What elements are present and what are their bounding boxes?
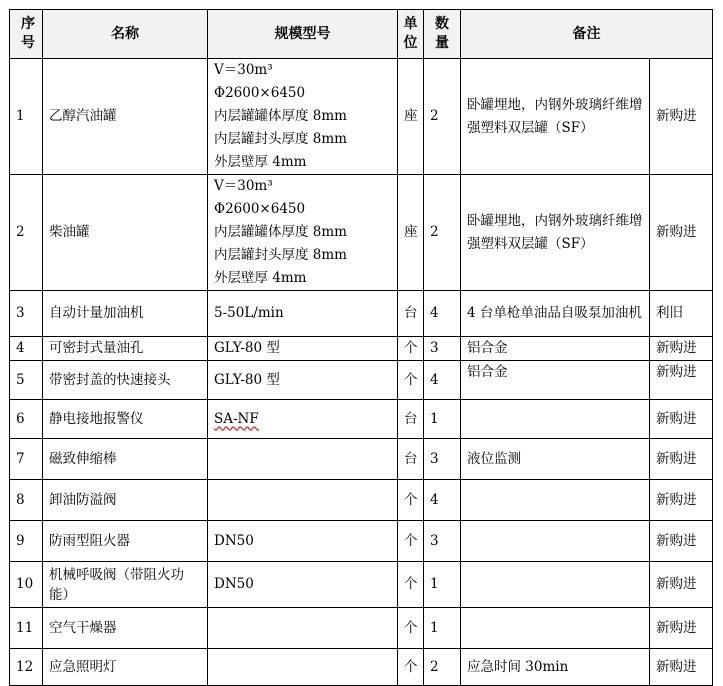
cell-note [461,562,650,608]
note-text: 液位监测 [467,450,521,467]
table-row [10,291,713,337]
table-row [10,175,713,291]
spec-line: V＝30m³ [214,178,273,194]
cell-status: 新购进 [650,175,713,291]
cell-name: 机械呼吸阀（带阻火功能） [43,562,208,608]
cell-unit: 台 [398,291,424,337]
cell-qty: 2 [424,59,461,175]
cell-spec [208,400,398,439]
cell-status: 新购进 [650,649,713,686]
cell-name: 柴油罐 [43,175,208,291]
cell-note [461,59,650,175]
note-text: 应急时间 30min [467,658,569,675]
cell-status: 新购进 [650,608,713,649]
cell-spec [208,439,398,480]
cell-spec [208,480,398,521]
spec-line: 外层壁厚 4mm [214,154,307,170]
cell-name: 卸油防溢阀 [43,480,208,521]
cell-seq: 9 [10,521,43,562]
cell-unit: 个 [398,337,424,361]
header-spec: 规模型号 [208,10,398,59]
cell-note [461,337,650,361]
cell-spec [208,562,398,608]
spec-line: GLY-80 型 [214,340,280,356]
cell-status: 新购进 [650,562,713,608]
cell-unit: 个 [398,361,424,400]
cell-name: 磁致伸缩棒 [43,439,208,480]
spec-line: 内层罐罐体厚度 8mm [214,108,347,124]
header-qty: 数量 [424,10,461,59]
cell-unit: 座 [398,59,424,175]
header-row [10,10,713,59]
spec-line: 内层罐封头厚度 8mm [214,131,347,147]
cell-note [461,608,650,649]
cell-unit: 座 [398,175,424,291]
note-text: 卧罐埋地，内钢外玻璃纤维增强塑料双层罐（SF） [467,96,643,136]
cell-qty: 3 [424,337,461,361]
header-seq: 序号 [10,10,43,59]
cell-note [461,400,650,439]
cell-note [461,439,650,480]
cell-name: 乙醇汽油罐 [43,59,208,175]
cell-note [461,175,650,291]
cell-qty: 1 [424,400,461,439]
table-row [10,400,713,439]
cell-seq: 8 [10,480,43,521]
note-text: 卧罐埋地，内钢外玻璃纤维增强塑料双层罐（SF） [467,212,643,252]
spec-line: SA-NF [214,410,259,427]
cell-spec [208,291,398,337]
spec-line: Φ2600×6450 [214,201,306,217]
cell-seq: 12 [10,649,43,686]
table-row [10,59,713,175]
cell-spec [208,175,398,291]
cell-name: 防雨型阻火器 [43,521,208,562]
cell-seq: 7 [10,439,43,480]
cell-note [461,480,650,521]
note-text: 铝合金 [467,364,508,380]
spec-line: 内层罐罐体厚度 8mm [214,224,347,240]
spec-line: DN50 [214,576,254,592]
spec-line: 内层罐封头厚度 8mm [214,247,347,263]
header-unit: 单位 [398,10,424,59]
table-row [10,337,713,361]
cell-name: 带密封盖的快速接头 [43,361,208,400]
cell-status: 新购进 [650,521,713,562]
spec-line: Φ2600×6450 [214,85,306,101]
cell-status: 利旧 [650,291,713,337]
note-text: 4 台单枪单油品自吸泵加油机 [467,305,642,321]
cell-note [461,521,650,562]
cell-qty: 4 [424,480,461,521]
cell-seq: 11 [10,608,43,649]
cell-seq: 10 [10,562,43,608]
table-row [10,361,713,400]
cell-qty: 2 [424,175,461,291]
cell-qty: 1 [424,562,461,608]
cell-status: 新购进 [650,480,713,521]
cell-unit: 台 [398,439,424,480]
table-row [10,439,713,480]
cell-seq: 6 [10,400,43,439]
cell-name: 空气干燥器 [43,608,208,649]
cell-qty: 1 [424,608,461,649]
cell-spec [208,521,398,562]
cell-note [461,649,650,686]
cell-status: 新购进 [650,337,713,361]
cell-seq: 4 [10,337,43,361]
spec-line: 外层壁厚 4mm [214,270,307,286]
header-name: 名称 [43,10,208,59]
cell-spec [208,608,398,649]
cell-name: 可密封式量油孔 [43,337,208,361]
cell-name: 静电接地报警仪 [43,400,208,439]
cell-seq: 3 [10,291,43,337]
cell-status: 新购进 [650,59,713,175]
cell-qty: 3 [424,521,461,562]
table-row [10,521,713,562]
note-text: 铝合金 [467,340,508,356]
cell-unit: 个 [398,480,424,521]
cell-spec [208,649,398,686]
cell-qty: 4 [424,291,461,337]
spec-line: 5-50L/min [214,305,284,321]
cell-status: 新购进 [650,400,713,439]
spec-line: V＝30m³ [214,62,273,78]
cell-seq: 2 [10,175,43,291]
cell-unit: 个 [398,521,424,562]
cell-unit: 个 [398,562,424,608]
cell-status: 新购进 [650,439,713,480]
cell-spec [208,59,398,175]
cell-status: 新购进 [650,361,713,400]
cell-qty: 2 [424,649,461,686]
cell-spec [208,361,398,400]
cell-spec [208,337,398,361]
cell-name: 应急照明灯 [43,649,208,686]
cell-unit: 个 [398,608,424,649]
table-row [10,649,713,686]
cell-qty: 4 [424,361,461,400]
cell-unit: 台 [398,400,424,439]
spec-line: GLY-80 型 [214,371,280,388]
cell-note [461,291,650,337]
cell-note [461,361,650,400]
spec-line: DN50 [214,532,254,549]
cell-name: 自动计量加油机 [43,291,208,337]
cell-qty: 3 [424,439,461,480]
table-row [10,562,713,608]
table-row [10,480,713,521]
cell-seq: 5 [10,361,43,400]
cell-seq: 1 [10,59,43,175]
equipment-table [9,9,713,686]
header-note: 备注 [461,10,713,59]
table-row [10,608,713,649]
cell-unit: 个 [398,649,424,686]
